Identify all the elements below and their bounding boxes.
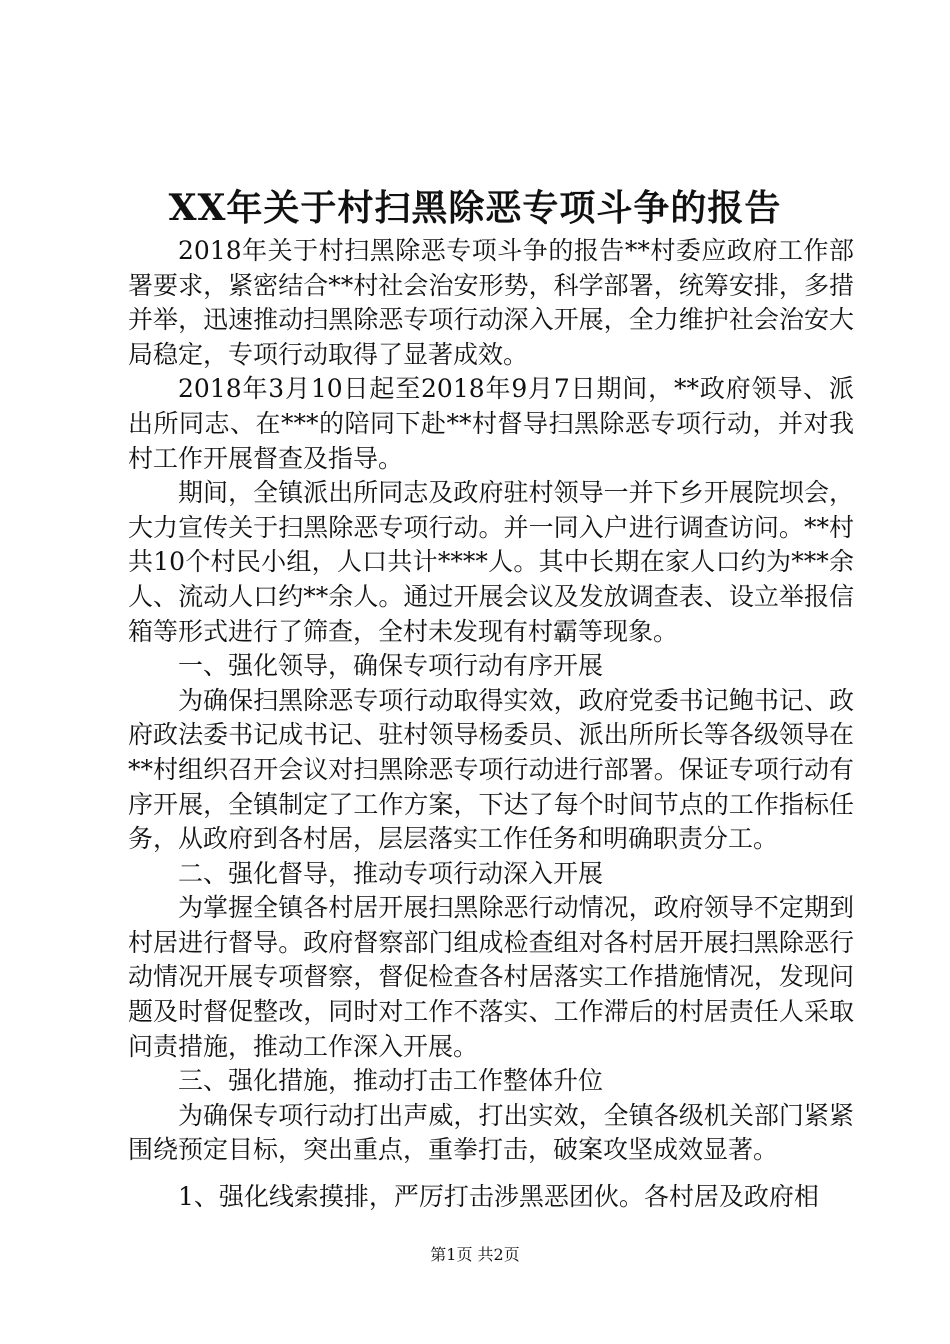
paragraph-intro: 2018年关于村扫黑除恶专项斗争的报告**村委应政府工作部署要求，紧密结合**村社会治安形势，科学部署，统筹安排，多措并举，迅速推动扫黑除恶专项行动深入开展，全力维护社会治安大局稳定，专项行动取得了显著成效。 [128, 236, 854, 369]
paragraph-measures: 为确保专项行动打出声威，打出实效，全镇各级机关部门紧紧围绕预定目标，突出重点，重拳打击，破案攻坚成效显著。 [128, 1100, 854, 1165]
paragraph-supervision: 2018年3月10日起至2018年9月7日期间，**政府领导、派出所同志、在***的陪同下赴**村督导扫黑除恶专项行动，并对我村工作开展督查及指导。 [128, 374, 854, 473]
section-heading-measures: 三、强化措施，推动打击工作整体升位 [178, 1066, 604, 1096]
paragraph-inspection: 为掌握全镇各村居开展扫黑除恶行动情况，政府领导不定期到村居进行督导。政府督察部门组成检查组对各村居开展扫黑除恶行动情况开展专项督察，督促检查各村居落实工作措施情况，发现问题及时督促整改，同时对工作不落实、工作滞后的村居责任人采取问责措施，推动工作深入开展。 [128, 893, 854, 1061]
paragraph-survey: 期间，全镇派出所同志及政府驻村领导一并下乡开展院坝会，大力宣传关于扫黑除恶专项行动。并一同入户进行调查访问。**村共10个村民小组，人口共计****人。其中长期在家人口约为***余人、流动人口约**余人。通过开展会议及发放调查表、设立举报信箱等形式进行了筛查，全村未发现有村霸等现象。 [128, 478, 854, 646]
section-heading-leadership: 一、强化领导，确保专项行动有序开展 [178, 651, 604, 681]
paragraph-clue-investigation: 1、强化线索摸排，严厉打击涉黑恶团伙。各村居及政府相 [178, 1182, 819, 1212]
document-title: XX年关于村扫黑除恶专项斗争的报告 [168, 187, 782, 229]
page-number-footer: 第1页 共2页 [430, 1245, 520, 1264]
paragraph-leadership: 为确保扫黑除恶专项行动取得实效，政府党委书记鲍书记、政府政法委书记成书记、驻村领导杨委员、派出所所长等各级领导在**村组织召开会议对扫黑除恶专项行动进行部署。保证专项行动有序开展，全镇制定了工作方案，下达了每个时间节点的工作指标任务，从政府到各村居，层层落实工作任务和明确职责分工。 [128, 685, 854, 854]
document-body [128, 234, 854, 1215]
section-heading-inspection: 二、强化督导，推动专项行动深入开展 [178, 858, 604, 888]
